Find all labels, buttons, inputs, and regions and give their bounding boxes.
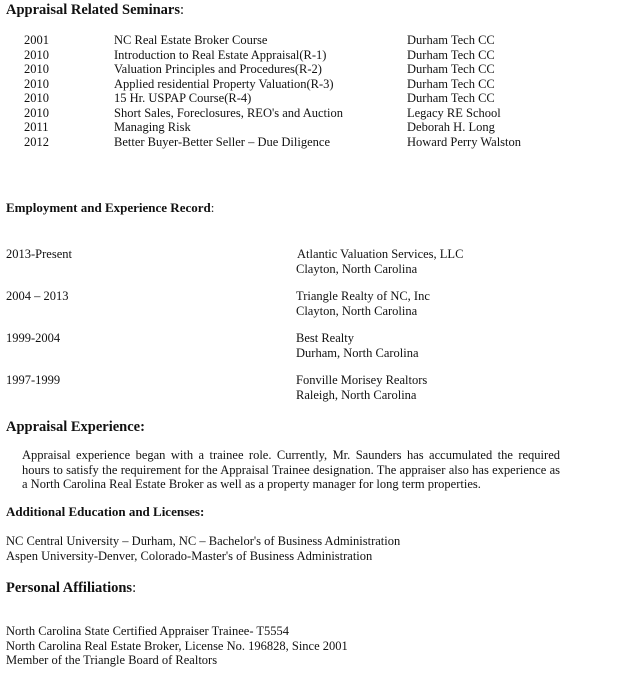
employer-location: Clayton, North Carolina (296, 303, 418, 318)
seminar-row (0, 62, 630, 77)
seminar-provider: Durham Tech CC (407, 33, 495, 47)
seminar-course: Introduction to Real Estate Appraisal(R-1) (114, 47, 327, 62)
education-line: Aspen University-Denver, Colorado-Master's of Business Administration (6, 548, 373, 563)
employer-location: Raleigh, North Carolina (296, 387, 417, 402)
employment-period: 1999-2004 (6, 331, 61, 345)
seminar-year: 2012 (24, 134, 49, 149)
employer-name: Triangle Realty of NC, Inc (296, 289, 430, 303)
seminar-year: 2011 (24, 120, 49, 134)
seminar-provider: Durham Tech CC (407, 91, 495, 105)
seminar-course: Better Buyer-Better Seller – Due Diligence (114, 134, 330, 149)
affiliation-line: Member of the Triangle Board of Realtors (6, 653, 218, 667)
seminar-row (0, 120, 630, 135)
seminar-course: NC Real Estate Broker Course (114, 33, 268, 47)
seminar-row (0, 48, 630, 63)
seminar-course: Applied residential Property Valuation(R-3) (114, 76, 334, 91)
seminar-row (0, 91, 630, 106)
seminars-heading: Appraisal Related Seminars: (6, 2, 185, 18)
seminar-provider: Deborah H. Long (407, 120, 495, 134)
seminar-provider: Durham Tech CC (407, 76, 495, 91)
seminar-year: 2010 (24, 91, 49, 105)
employment-period: 2013-Present (6, 247, 72, 261)
education-line: NC Central University – Durham, NC – Bachelor's of Business Administration (6, 534, 401, 548)
appraisal-experience-heading: Appraisal Experience: (6, 419, 145, 435)
employment-heading: Employment and Experience Record: (6, 200, 215, 215)
employer-location: Clayton, North Carolina (296, 262, 418, 276)
education-heading: Additional Education and Licenses: (6, 504, 205, 519)
seminar-year: 2010 (24, 62, 49, 76)
seminar-row (0, 106, 630, 121)
seminar-year: 2010 (24, 76, 49, 91)
seminar-provider: Durham Tech CC (407, 47, 495, 62)
seminar-provider: Legacy RE School (407, 105, 501, 120)
affiliations-heading: Personal Affiliations: (6, 580, 137, 596)
seminar-course: Managing Risk (114, 120, 191, 134)
employer-location: Durham, North Carolina (296, 345, 419, 360)
affiliation-line: North Carolina Real Estate Broker, License No. 196828, Since 2001 (6, 638, 348, 653)
seminar-provider: Durham Tech CC (407, 62, 495, 76)
seminar-course: 15 Hr. USPAP Course(R-4) (114, 91, 252, 105)
appraisal-experience-text: Appraisal experience began with a trainee role. Currently, Mr. Saunders has accumulated the required hours to satisfy the requirement for the Appraisal Trainee designation. The appraiser also has experience as a North Carolina Real Estate Broker as well as a property manager for long term properties. (22, 448, 560, 491)
seminar-course: Valuation Principles and Procedures(R-2) (114, 62, 322, 76)
seminar-row (0, 77, 630, 92)
employment-period: 2004 – 2013 (6, 289, 69, 303)
employer-name: Fonville Morisey Realtors (296, 373, 428, 387)
seminar-row (0, 33, 630, 48)
employment-period: 1997-1999 (6, 373, 61, 387)
seminar-course: Short Sales, Foreclosures, REO's and Auction (114, 105, 343, 120)
employer-name: Atlantic Valuation Services, LLC (297, 247, 464, 261)
affiliation-line: North Carolina State Certified Appraiser Trainee- T5554 (6, 624, 290, 638)
seminar-year: 2001 (24, 33, 49, 47)
seminar-year: 2010 (24, 105, 49, 120)
seminar-year: 2010 (24, 47, 49, 62)
seminar-provider: Howard Perry Walston (407, 134, 522, 149)
employer-name: Best Realty (296, 331, 354, 345)
seminar-row (0, 135, 630, 150)
